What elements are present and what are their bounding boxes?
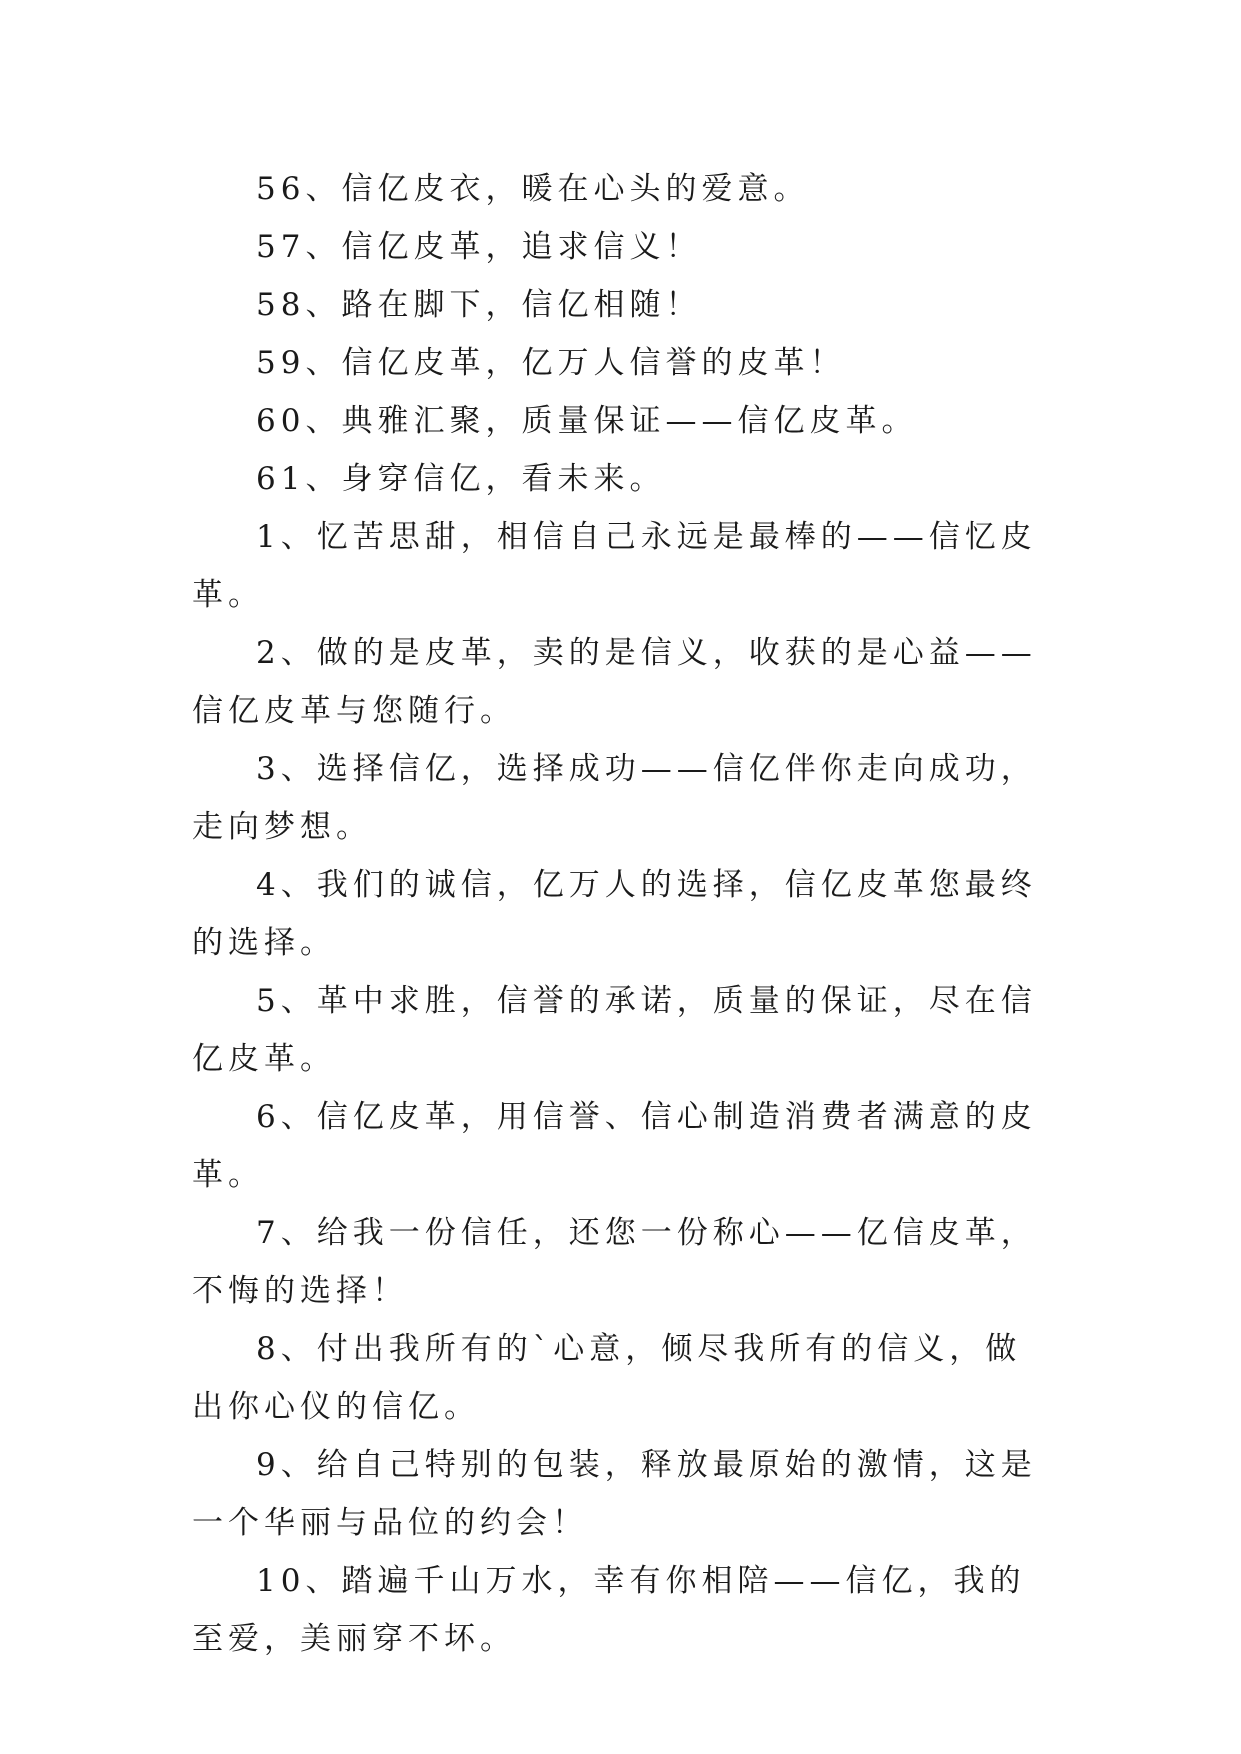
paragraph-56: 56、信亿皮衣，暖在心头的爱意。: [256, 171, 810, 207]
paragraph-10: 10、踏遍千山万水，幸有你相陪——信亿，我的至爱，美丽穿不坏。: [192, 1563, 1026, 1657]
document-body: [192, 160, 1052, 1668]
paragraph-59: 59、信亿皮革，亿万人信誉的皮革！: [256, 345, 846, 381]
paragraph-5: 5、革中求胜，信誉的承诺，质量的保证，尽在信亿皮革。: [192, 983, 1037, 1077]
paragraph-7: 7、给我一份信任，还您一份称心——亿信皮革，不悔的选择！: [192, 1215, 1037, 1309]
paragraph-9: 9、给自己特别的包装，释放最原始的激情，这是一个华丽与品位的约会！: [192, 1447, 1037, 1541]
paragraph-8: 8、付出我所有的`心意，倾尽我所有的信义，做出你心仪的信亿。: [192, 1331, 1022, 1425]
paragraph-60: 60、典雅汇聚，质量保证——信亿皮革。: [256, 403, 918, 439]
paragraph-1: 1、忆苦思甜，相信自己永远是最棒的——信忆皮革。: [192, 519, 1037, 613]
paragraph-2: 2、做的是皮革，卖的是信义，收获的是心益——信亿皮革与您随行。: [192, 635, 1037, 729]
paragraph-61: 61、身穿信亿，看未来。: [256, 461, 666, 497]
paragraph-6: 6、信亿皮革，用信誉、信心制造消费者满意的皮革。: [192, 1099, 1037, 1193]
paragraph-58: 58、路在脚下，信亿相随！: [256, 287, 702, 323]
paragraph-3: 3、选择信亿，选择成功——信亿伴你走向成功，走向梦想。: [192, 751, 1037, 845]
paragraph-4: 4、我们的诚信，亿万人的选择，信亿皮革您最终的选择。: [192, 867, 1037, 961]
paragraph-57: 57、信亿皮革，追求信义！: [256, 229, 702, 265]
